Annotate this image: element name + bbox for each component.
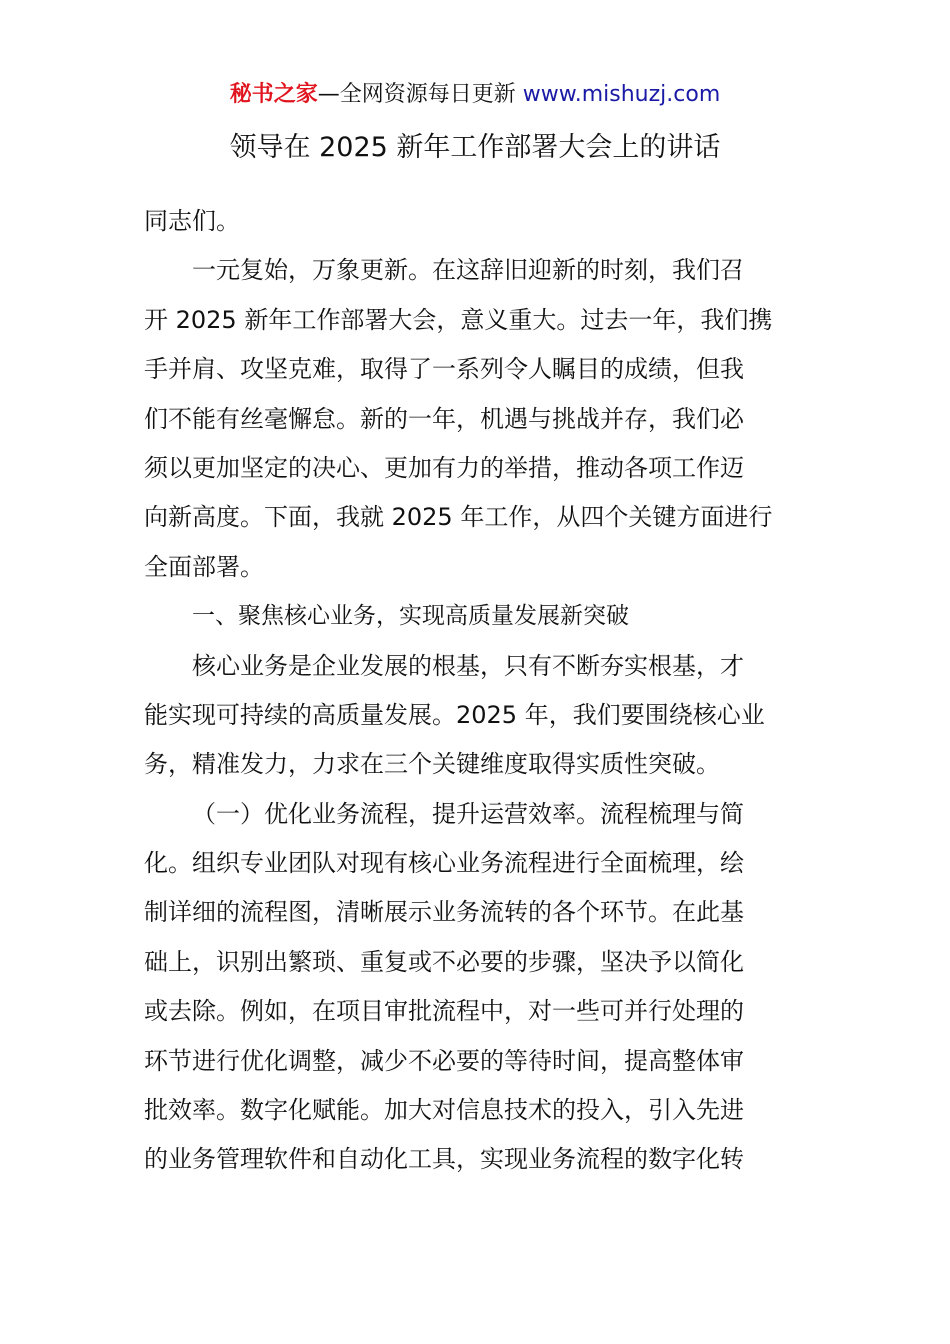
paragraph-line: 能实现可持续的高质量发展。2025 年，我们要围绕核心业 [144,700,765,729]
paragraph-line: 向新高度。下面，我就 2025 年工作，从四个关键方面进行 [144,503,773,532]
site-url-link[interactable]: www.mishuzj.com [522,82,721,107]
paragraph-line: 务，精准发力，力求在三个关键维度取得实质性突破。 [144,750,720,779]
paragraph-line: 们不能有丝毫懈怠。新的一年，机遇与挑战并存，我们必 [144,404,744,433]
brand-name: 秘书之家 [229,82,318,107]
paragraph-line: 须以更加坚定的决心、更加有力的举措，推动各项工作迈 [144,453,744,482]
paragraph-line: 一元复始，万象更新。在这辞旧迎新的时刻，我们召 [192,256,744,285]
paragraph-line: 的业务管理软件和自动化工具，实现业务流程的数字化转 [144,1145,744,1174]
document-body [144,197,808,1185]
section-heading: 一、聚焦核心业务，实现高质量发展新突破 [192,603,629,630]
paragraph-line: 核心业务是企业发展的根基，只有不断夯实根基，才 [192,651,744,680]
paragraph-line: 开 2025 新年工作部署大会，意义重大。过去一年，我们携 [144,305,773,334]
site-tagline: —全网资源每日更新 [317,82,516,107]
site-header [0,80,950,110]
paragraph-line: 全面部署。 [144,552,264,581]
salutation-line: 同志们。 [144,207,240,235]
paragraph-line: 批效率。数字化赋能。加大对信息技术的投入，引入先进 [144,1096,744,1125]
paragraph-line: 化。组织专业团队对现有核心业务流程进行全面梳理，绘 [144,849,744,878]
paragraph-line: 或去除。例如，在项目审批流程中，对一些可并行处理的 [144,997,744,1026]
paragraph-line: （一）优化业务流程，提升运营效率。流程梳理与简 [192,799,744,828]
paragraph-line: 础上，识别出繁琐、重复或不必要的步骤，坚决予以简化 [144,947,744,976]
paragraph-line: 手并肩、攻坚克难，取得了一系列令人瞩目的成绩，但我 [144,355,744,384]
paragraph-line: 制详细的流程图，清晰展示业务流转的各个环节。在此基 [144,898,744,927]
paragraph-line: 环节进行优化调整，减少不必要的等待时间，提高整体审 [144,1046,744,1075]
document-title: 领导在 2025 新年工作部署大会上的讲话 [229,132,721,163]
